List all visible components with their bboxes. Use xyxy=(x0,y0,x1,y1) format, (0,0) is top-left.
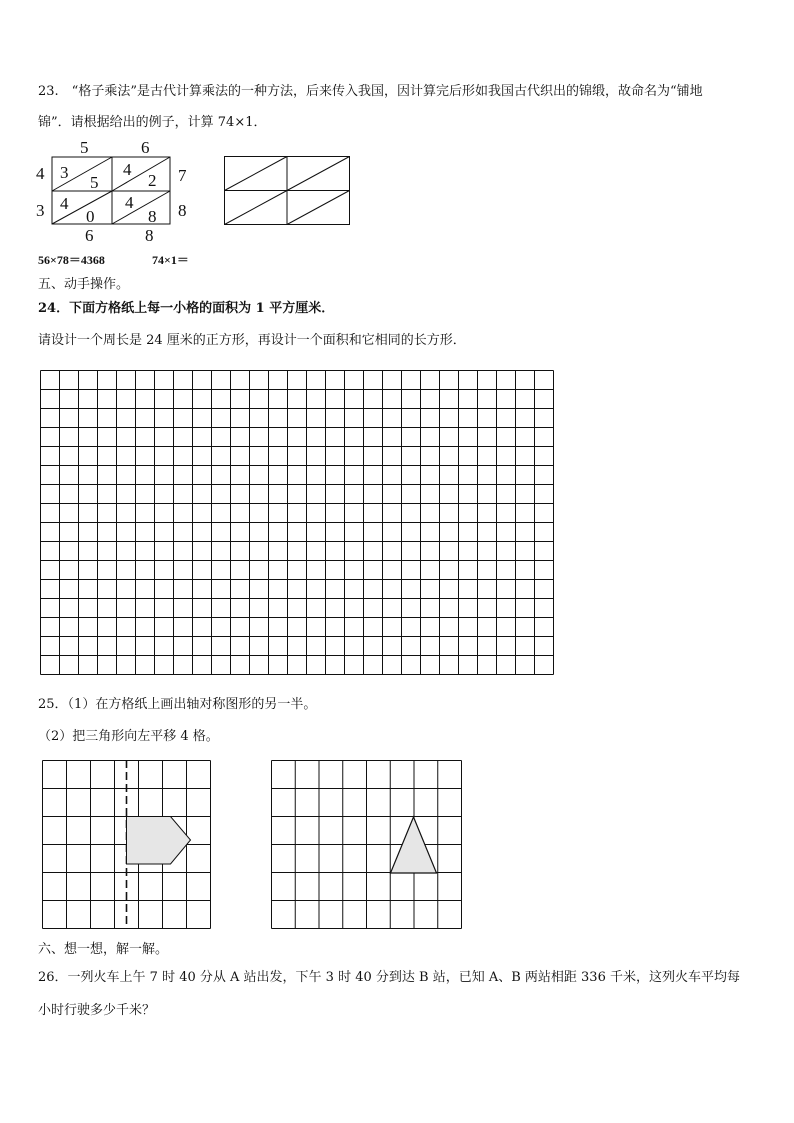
q24-line1: 24．下面方格纸上每一小格的面积为 1 平方厘米． xyxy=(38,301,335,316)
cell-3-ones: 0 xyxy=(86,207,95,226)
q25-line1: 25．（1）在方格纸上画出轴对称图形的另一半。 xyxy=(38,697,317,712)
q23-line2: 锦”．请根据给出的例子，计算 74×1． xyxy=(38,115,267,130)
left-digit-1: 4 xyxy=(36,164,45,183)
q25-line2: （2）把三角形向左平移 4 格。 xyxy=(38,729,219,744)
top-digit-2: 6 xyxy=(141,138,150,157)
section-6-heading: 六、想一想，解一解。 xyxy=(38,942,169,957)
answer-equation[interactable]: 74×1＝ xyxy=(152,253,189,267)
example-equation: 56×78＝4368 xyxy=(38,253,105,267)
cell-3-tens: 4 xyxy=(60,194,69,213)
q26-line1: 26．一列火车上午 7 时 40 分从 A 站出发，下午 3 时 40 分到达 B 站，已知 A、B 两站相距 336 千米，这列火车平均每 xyxy=(38,970,740,985)
cell-1-tens: 3 xyxy=(60,163,69,182)
grid-symmetry[interactable] xyxy=(42,760,213,928)
right-digit-1: 7 xyxy=(178,166,187,185)
bottom-digit-2: 8 xyxy=(145,226,154,245)
cell-2-ones: 2 xyxy=(148,171,157,190)
lattice-example xyxy=(30,136,200,246)
grid-translation-lines xyxy=(272,761,462,929)
grid-translation[interactable] xyxy=(271,760,462,928)
right-digit-2: 8 xyxy=(178,201,187,220)
grid-paper-q24[interactable] xyxy=(40,370,556,677)
grid-q24-lines xyxy=(41,371,554,675)
cell-4-tens: 4 xyxy=(125,193,134,212)
cell-2-tens: 4 xyxy=(123,160,132,179)
q26-line2: 小时行驶多少千米？ xyxy=(38,1003,156,1018)
q23-line1: 23. “格子乘法”是古代计算乘法的一种方法，后来传入我国，因计算完后形如我国古代织出的锦缎，故命名为“铺地 xyxy=(38,84,703,99)
q24-line2: 请设计一个周长是 24 厘米的正方形，再设计一个面积和它相同的长方形． xyxy=(38,333,466,348)
cell-1-ones: 5 xyxy=(90,173,99,192)
half-figure xyxy=(127,817,191,865)
bottom-digit-1: 6 xyxy=(85,226,94,245)
left-digit-2: 3 xyxy=(36,201,45,220)
section-5-heading: 五、动手操作。 xyxy=(38,277,130,292)
lattice-blank[interactable] xyxy=(224,156,350,226)
top-digit-1: 5 xyxy=(80,138,89,157)
cell-4-ones: 8 xyxy=(148,207,157,226)
